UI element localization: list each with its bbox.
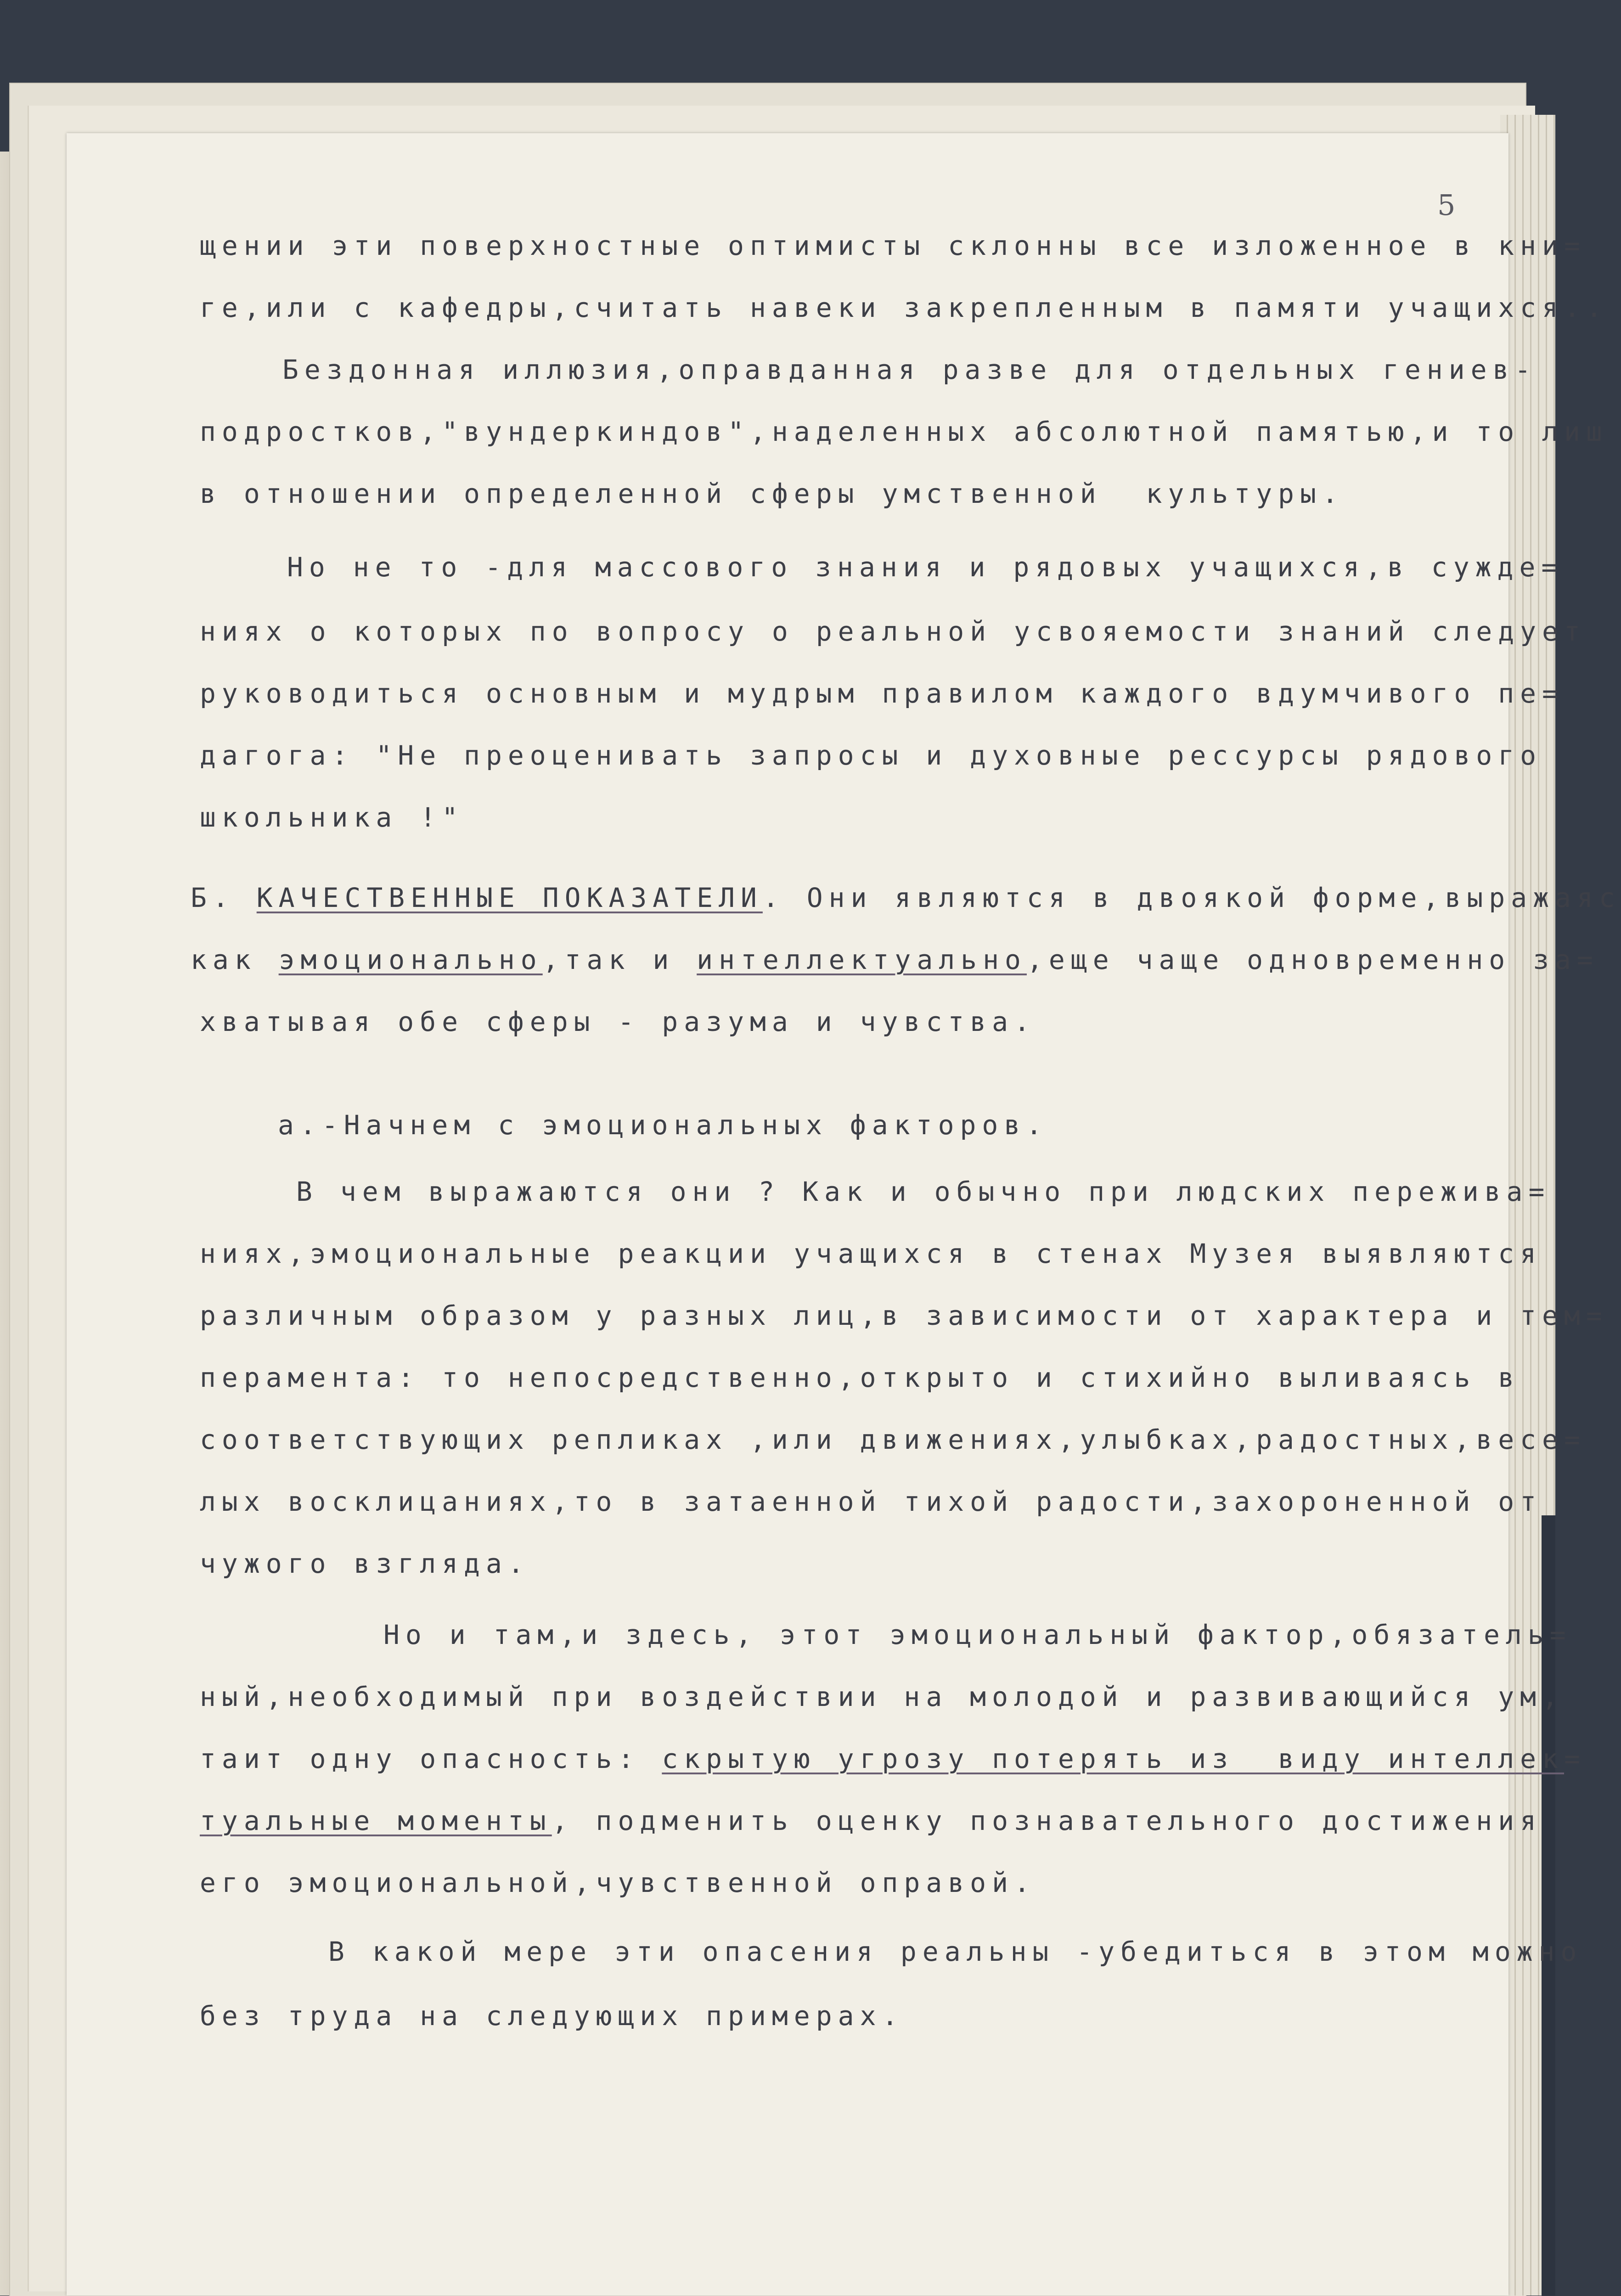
line-text: ный,необходимый при воздействии на молодой и развивающийся ум,	[200, 1681, 1564, 1712]
text-line	[296, 1176, 1550, 1208]
underlined-term: эмоционально	[278, 944, 543, 975]
line-text: ниях,эмоциональные реакции учащихся в стенах Музея выявляются	[200, 1238, 1542, 1269]
document-page	[67, 133, 1621, 2296]
line-text: как	[191, 944, 279, 975]
text-line	[200, 1300, 1608, 1332]
line-text: В чем выражаются они ? Как и обычно при людских пережива=	[296, 1176, 1551, 1207]
text-line	[200, 1743, 1586, 1775]
underlined-term: интеллектуально	[697, 944, 1027, 975]
subsection-line	[278, 1109, 1048, 1141]
text-line	[287, 551, 1563, 583]
line-text: ниях о которых по вопросу о реальной усвояемости знаний следует	[200, 616, 1586, 647]
text-line	[282, 354, 1537, 386]
section-heading: КАЧЕСТВЕННЫЕ ПОКАЗАТЕЛИ	[256, 882, 763, 913]
text-line	[200, 1424, 1586, 1456]
text-line	[200, 478, 1344, 510]
text-line	[200, 292, 1608, 324]
line-text: ге,или с кафедры,считать навеки закрепленным в памяти учащихся..	[200, 292, 1608, 323]
text-line	[200, 1805, 1542, 1837]
line-text: чужого взгляда.	[200, 1548, 530, 1579]
text-line	[200, 615, 1586, 647]
line-text: Бездонная иллюзия,оправданная разве для отдельных гениев-	[282, 354, 1537, 385]
page-number: 5	[1437, 188, 1456, 222]
line-text: его эмоциональной,чувственной оправой.	[200, 1867, 1036, 1898]
line-text: таит одну опасность:	[200, 1743, 662, 1774]
text-line	[200, 739, 1542, 771]
text-line	[200, 1238, 1542, 1270]
line-text: Но и там,и здесь, этот эмоциональный фактор,обязатель=	[383, 1619, 1572, 1650]
text-line	[200, 2000, 904, 2032]
line-text: подростков,"вундеркиндов",наделенных абсолютной памятью,и то лиш	[200, 416, 1608, 447]
underlined-phrase: туальные моменты	[200, 1805, 552, 1836]
line-text: лых восклицаниях,то в затаенной тихой радости,захороненной от	[200, 1486, 1542, 1517]
line-text: ,еще чаще одновременно за=	[1026, 944, 1599, 975]
text-line	[200, 1362, 1520, 1394]
line-text: Но не то -для массового знания и рядовых учащихся,в сужде=	[287, 551, 1564, 583]
line-text: а.-Начнем с эмоциональных факторов.	[278, 1109, 1048, 1141]
text-line	[200, 1486, 1542, 1518]
text-line	[383, 1619, 1572, 1651]
line-text: =	[1564, 1743, 1586, 1774]
line-text: хватывая обе сферы - разума и чувства.	[200, 1006, 1036, 1037]
line-text: . Они являются в двоякой форме,выражаяс	[762, 882, 1621, 913]
text-line	[200, 1548, 530, 1580]
line-text: соответствующих репликах ,или движениях,улыбках,радостных,весе=	[200, 1424, 1586, 1455]
line-text: без труда на следующих примерах.	[200, 2000, 904, 2032]
text-line	[200, 1681, 1564, 1713]
text-line	[191, 944, 1599, 976]
line-text: различным образом у разных лиц,в зависимости от характера и тем=	[200, 1300, 1608, 1331]
text-line	[328, 1936, 1582, 1968]
text-line	[200, 1006, 1036, 1038]
line-text: ,так и	[542, 944, 697, 975]
line-text: перамента: то непосредственно,открыто и стихийно выливаясь в	[200, 1362, 1520, 1393]
underlined-phrase: скрытую угрозу потерять из виду интеллек	[662, 1743, 1564, 1774]
line-text: , подменить оценку познавательного достижения	[552, 1805, 1542, 1836]
section-letter: Б.	[191, 882, 257, 913]
text-line	[200, 230, 1586, 262]
line-text: руководиться основным и мудрым правилом каждого вдумчивого пе=	[200, 678, 1564, 709]
line-text: В какой мере эти опасения реальны -убедиться в этом можно	[328, 1936, 1583, 1967]
text-line	[200, 1867, 1036, 1899]
text-line	[200, 416, 1608, 448]
text-line	[200, 801, 464, 833]
line-text: щении эти поверхностные оптимисты склонны все изложенное в кни=	[200, 230, 1586, 261]
line-text: в отношении определенной сферы умственной культуры.	[200, 478, 1344, 509]
line-text: дагога: "Не преоценивать запросы и духовные рессурсы рядового	[200, 740, 1542, 771]
text-line	[200, 677, 1564, 709]
section-heading-line	[191, 882, 1621, 914]
line-text: школьника !"	[200, 802, 464, 833]
